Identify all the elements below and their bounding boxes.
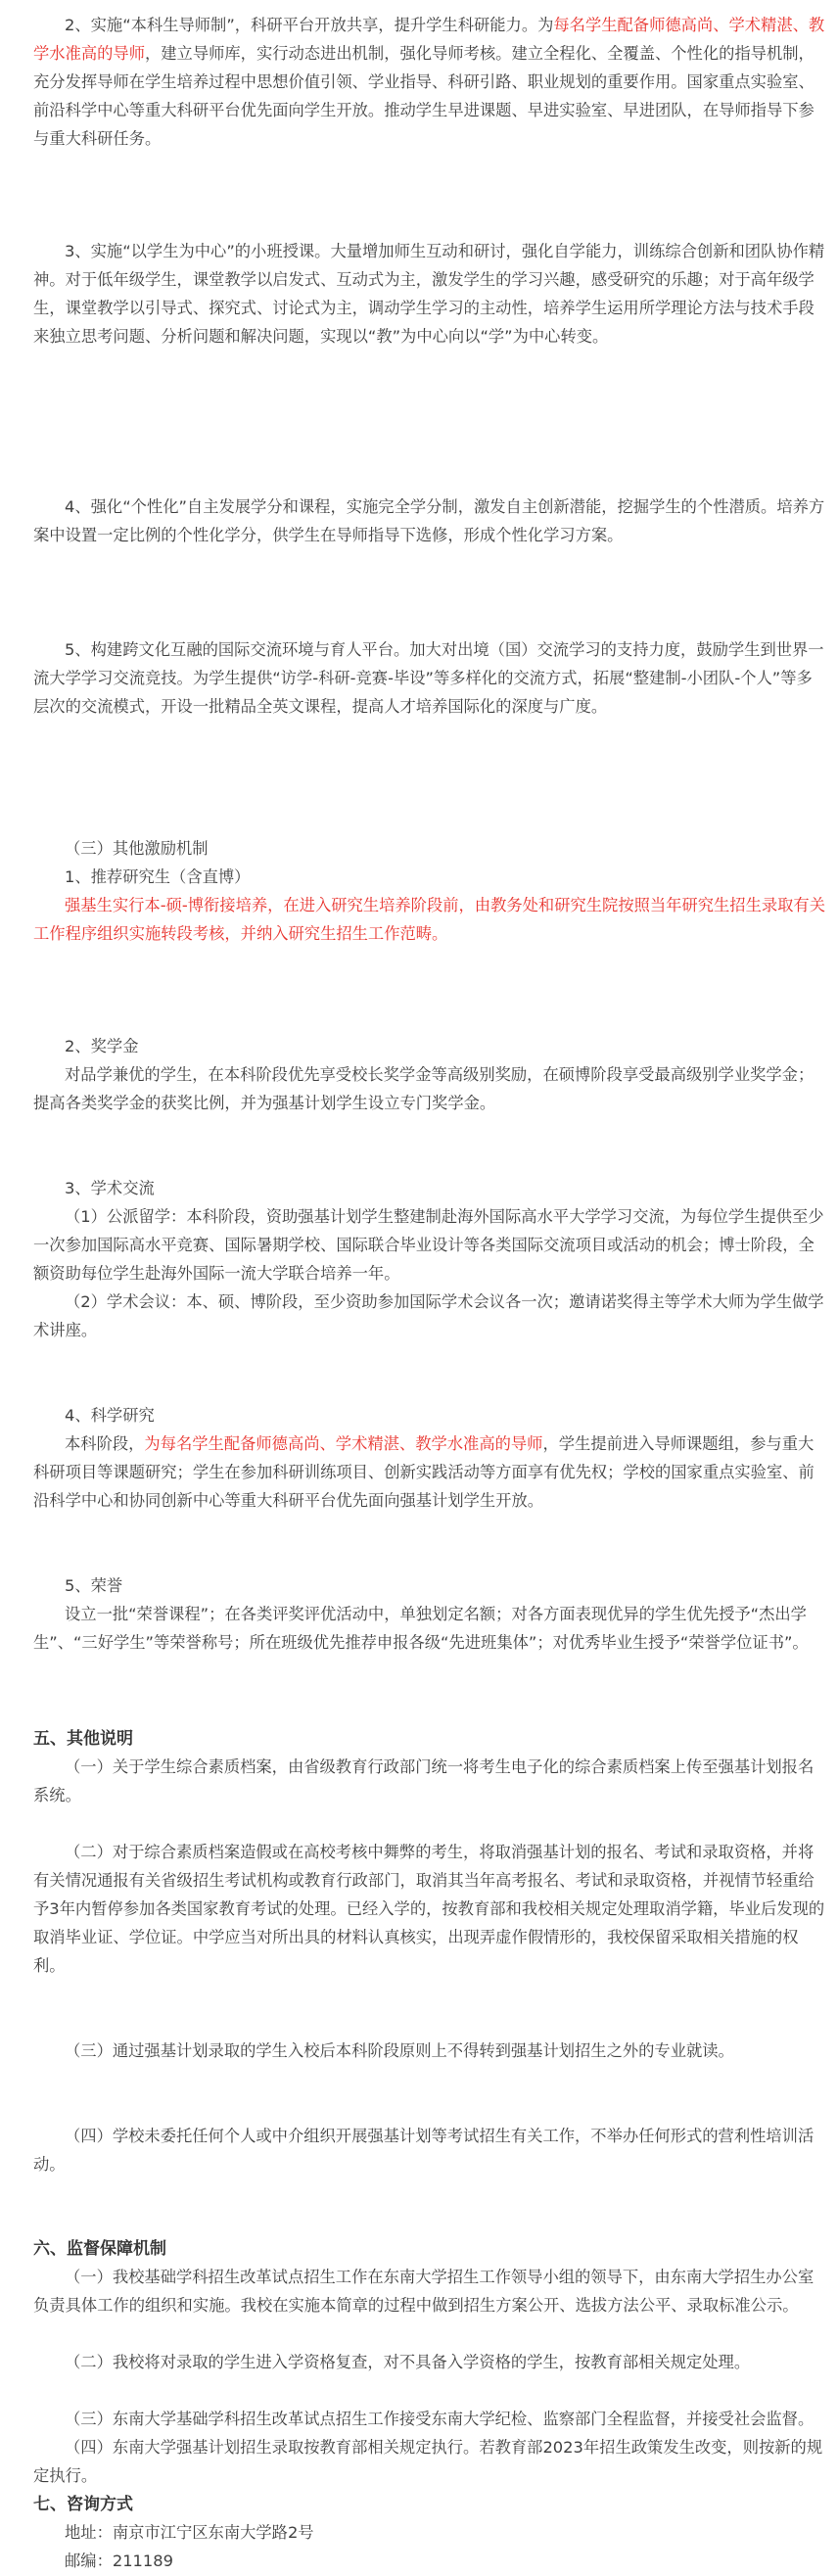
personalized-credit-paragraph: 4、强化“个性化”自主发展学分和课程，实施完全学分制，激发自主创新潜能，挖掘学生的个性潜质。培养方案中设置一定比例的个性化学分，供学生在导师指导下选修，形成个性化学习方案。 — [33, 497, 825, 544]
section-six-item-2: （二）我校将对录取的学生进入学资格复查，对不具备入学资格的学生，按教育部相关规定处理。 — [65, 2353, 751, 2371]
scholarship-heading: 2、奖学金 — [65, 1037, 139, 1055]
paragraph-text: ，学生提前进入导师课题组，参与重大科研项目等课题研究；学生在参加科研训练项目、创新实践活动等方面享有优先权；学校的国家重点实验室、前沿科学中心和协同创新中心等重大科研平台优先面向强基计划学生开放。 — [33, 1434, 815, 1510]
research-body — [33, 1430, 828, 1516]
highlighted-text: 每名学生配备师德高尚、学术精湛、教学水准高的导师 — [33, 16, 825, 63]
honor-heading: 5、荣誉 — [65, 1576, 123, 1595]
honor-body: 设立一批“荣誉课程”；在各类评奖评优活动中，单独划定名额；对各方面表现优异的学生优先授予“杰出学生”、“三好学生”等荣誉称号；所在班级优先推荐申报各级“先进班集体”；对优秀毕业生授予“荣誉学位证书”。 — [33, 1605, 809, 1652]
section-six-item-3: （三）东南大学基础学科招生改革试点招生工作接受东南大学纪检、监察部门全程监督，并接受社会监督。 — [65, 2410, 815, 2428]
incentive-section-title: （三）其他激励机制 — [65, 839, 209, 858]
paragraph-text: 本科阶段， — [65, 1434, 145, 1453]
paragraph-text: 2、实施“本科生导师制”，科研平台开放共享，提升学生科研能力。为 — [65, 16, 554, 34]
section-five-item-4: （四）学校未委托任何个人或中介组织开展强基计划等考试招生有关工作，不举办任何形式的营利性培训活动。 — [33, 2127, 815, 2174]
recommend-graduate-body: 强基生实行本-硕-博衔接培养，在进入研究生培养阶段前，由教务处和研究生院按照当年研究生招生录取有关工作程序组织实施转段考核，并纳入研究生招生工作范畴。 — [33, 896, 825, 943]
section-five-item-2: （二）对于综合素质档案造假或在高校考核中舞弊的考生，将取消强基计划的报名、考试和录取资格，并将有关情况通报有关省级招生考试机构或教育行政部门，取消其当年高考报名、考试和录取资格，并视情节轻重给予3年内暂停参加各类国家教育考试的处理。已经入学的，按教育部和我校相关规定处理取消学籍，毕业后发现的取消毕业证、学位证。中学应当对所出具的材料认真核实，出现弄虚作假情形的，我校保留采取相关措施的权利。 — [33, 1843, 825, 1975]
contact-address: 地址：南京市江宁区东南大学路2号 — [65, 2522, 314, 2542]
small-class-paragraph: 3、实施“以学生为中心”的小班授课。大量增加师生互动和研讨，强化自学能力，训练综合创新和团队协作精神。对于低年级学生，课堂教学以启发式、互动式为主，激发学生的学习兴趣，感受研究的乐趣；对于高年级学生，课堂教学以引导式、探究式、讨论式为主，调动学生学习的主动性，培养学生运用所学理论方法与技术手段来独立思考问题、分析问题和解决问题，实现以“教”为中心向以“学”为中心转变。 — [33, 242, 825, 346]
contact-postcode: 邮编：211189 — [65, 2551, 173, 2570]
section-six-title: 六、监督保障机制 — [33, 2239, 166, 2259]
section-six-item-4-wrap — [33, 2434, 828, 2570]
highlighted-text: 为每名学生配备师德高尚、学术精湛、教学水准高的导师 — [144, 1434, 543, 1453]
mentor-system-paragraph — [33, 12, 828, 154]
section-six-item-4: （四）东南大学强基计划招生录取按教育部相关规定执行。若教育部2023年招生政策发生改变，则按新的规定执行。 — [33, 2438, 823, 2485]
section-seven-title: 七、咨询方式 — [33, 2494, 133, 2514]
scholarship-body: 对品学兼优的学生，在本科阶段优先享受校长奖学金等高级别奖励，在硕博阶段享受最高级别学业奖学金；提高各类奖学金的获奖比例，并为强基计划学生设立专门奖学金。 — [33, 1065, 815, 1112]
section-six-item-1: （一）我校基础学科招生改革试点招生工作在东南大学招生工作领导小组的领导下，由东南大学招生办公室负责具体工作的组织和实施。我校在实施本简章的过程中做到招生方案公开、选拔方法公平、录取标准公示。 — [33, 2268, 815, 2315]
section-five-item-1: （一）关于学生综合素质档案，由省级教育行政部门统一将考生电子化的综合素质档案上传至强基计划报名系统。 — [33, 1757, 815, 1804]
academic-conference-body: （2）学术会议：本、硕、博阶段，至少资助参加国际学术会议各一次；邀请诺奖得主等学术大师为学生做学术讲座。 — [33, 1292, 824, 1339]
research-heading: 4、科学研究 — [65, 1406, 155, 1425]
recommend-graduate-heading: 1、推荐研究生（含直博） — [65, 867, 251, 886]
international-exchange-paragraph: 5、构建跨文化互融的国际交流环境与育人平台。加大对出境（国）交流学习的支持力度，鼓励学生到世界一流大学学习交流竞技。为学生提供“访学-科研-竞赛-毕设”等多样化的交流方式，拓展“整建制-小团队-个人”等多层次的交流模式，开设一批精品全英文课程，提高人才培养国际化的深度与广度。 — [33, 640, 824, 716]
academic-exchange-heading: 3、学术交流 — [65, 1179, 155, 1197]
section-five-title: 五、其他说明 — [33, 1729, 133, 1749]
paragraph-text: ，建立导师库，实行动态进出机制，强化导师考核。建立全程化、全覆盖、个性化的指导机制，充分发挥导师在学生培养过程中思想价值引领、学业指导、科研引路、职业规划的重要作用。国家重点实验室、前沿科学中心等重大科研平台优先面向学生开放。推动学生早进课题、早进实验室、早进团队，在导师指导下参与重大科研任务。 — [33, 43, 815, 148]
study-abroad-body: （1）公派留学：本科阶段，资助强基计划学生整建制赴海外国际高水平大学学习交流，为每位学生提供至少一次参加国际高水平竞赛、国际暑期学校、国际联合毕业设计等各类国际交流项目或活动的机会；博士阶段，全额资助每位学生赴海外国际一流大学联合培养一年。 — [33, 1207, 824, 1283]
section-five-item-3: （三）通过强基计划录取的学生入校后本科阶段原则上不得转到强基计划招生之外的专业就读。 — [65, 2041, 734, 2060]
